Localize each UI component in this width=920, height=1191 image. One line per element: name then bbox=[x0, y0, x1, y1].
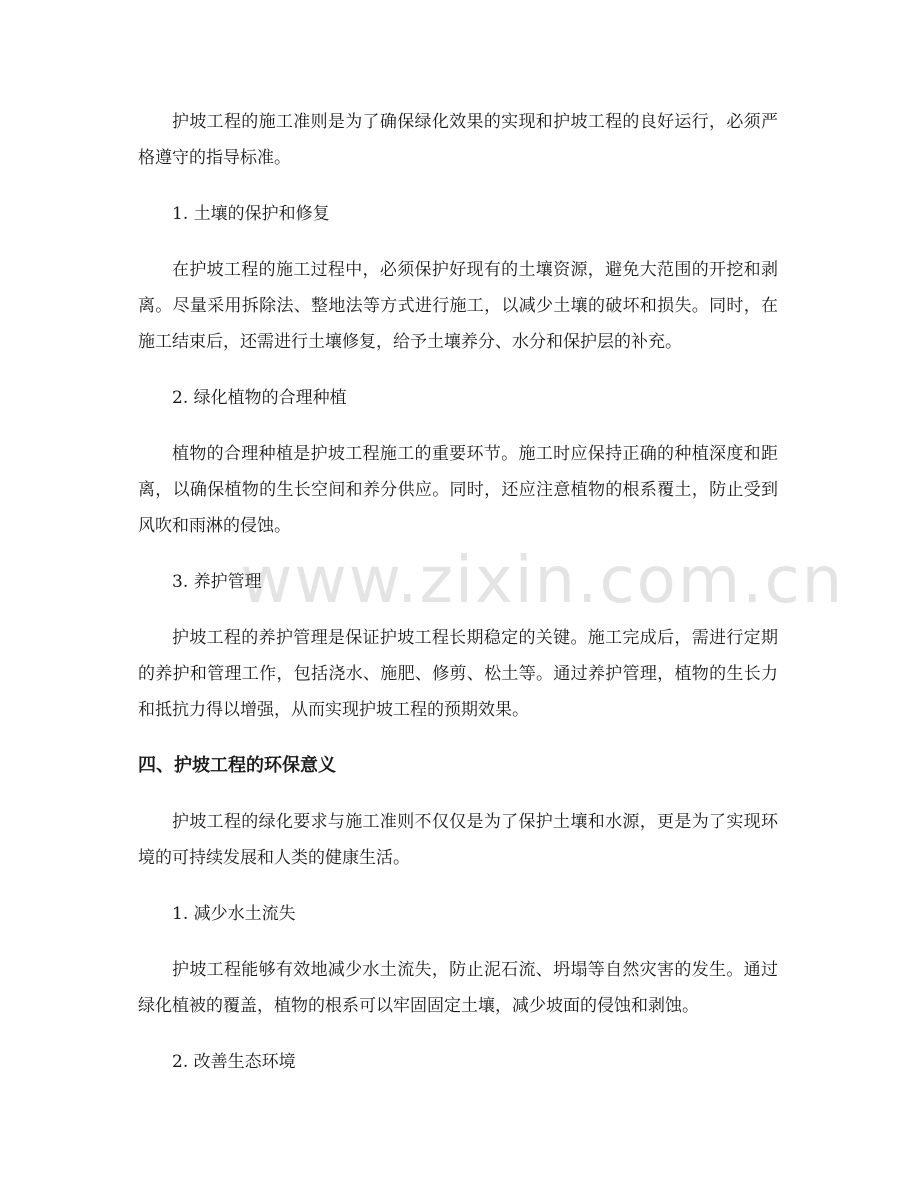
item-text-soil: 在护坡工程的施工过程中，必须保护好现有的土壤资源，避免大范围的开挖和剥离。尽量采用拆除法、整地法等方式进行施工，以减少土壤的破坏和损失。同时，在施工结束后，还需进行土壤修复，给予土壤养分、水分和保护层的补充。 bbox=[138, 260, 778, 352]
item-title-soil: 1. 土壤的保护和修复 bbox=[172, 204, 330, 224]
item-text-planting: 植物的合理种植是护坡工程施工的重要环节。施工时应保持正确的种植深度和距离，以确保植物的生长空间和养分供应。同时，还应注意植物的根系覆土，防止受到风吹和雨淋的侵蚀。 bbox=[138, 444, 778, 536]
item-title-ecology: 2. 改善生态环境 bbox=[172, 1052, 296, 1072]
watermark-text: www.zixin.com.cn bbox=[240, 544, 845, 618]
section-intro-paragraph: 护坡工程的绿化要求与施工准则不仅仅是为了保护土壤和水源，更是为了实现环境的可持续发展和人类的健康生活。 bbox=[138, 812, 778, 868]
intro-paragraph: 护坡工程的施工准则是为了确保绿化效果的实现和护坡工程的良好运行，必须严格遵守的指导标准。 bbox=[138, 112, 778, 168]
item-title-planting: 2. 绿化植物的合理种植 bbox=[172, 388, 347, 408]
section-heading: 四、护坡工程的环保意义 bbox=[138, 755, 336, 776]
item-title-maintenance: 3. 养护管理 bbox=[172, 572, 262, 592]
document-body bbox=[138, 104, 778, 1100]
item-text-erosion: 护坡工程能够有效地减少水土流失，防止泥石流、坍塌等自然灾害的发生。通过绿化植被的覆盖，植物的根系可以牢固固定土壤，减少坡面的侵蚀和剥蚀。 bbox=[138, 960, 778, 1016]
item-text-maintenance: 护坡工程的养护管理是保证护坡工程长期稳定的关键。施工完成后，需进行定期的养护和管理工作，包括浇水、施肥、修剪、松土等。通过养护管理，植物的生长力和抵抗力得以增强，从而实现护坡工程的预期效果。 bbox=[138, 628, 778, 720]
item-title-erosion: 1. 减少水土流失 bbox=[172, 904, 296, 924]
